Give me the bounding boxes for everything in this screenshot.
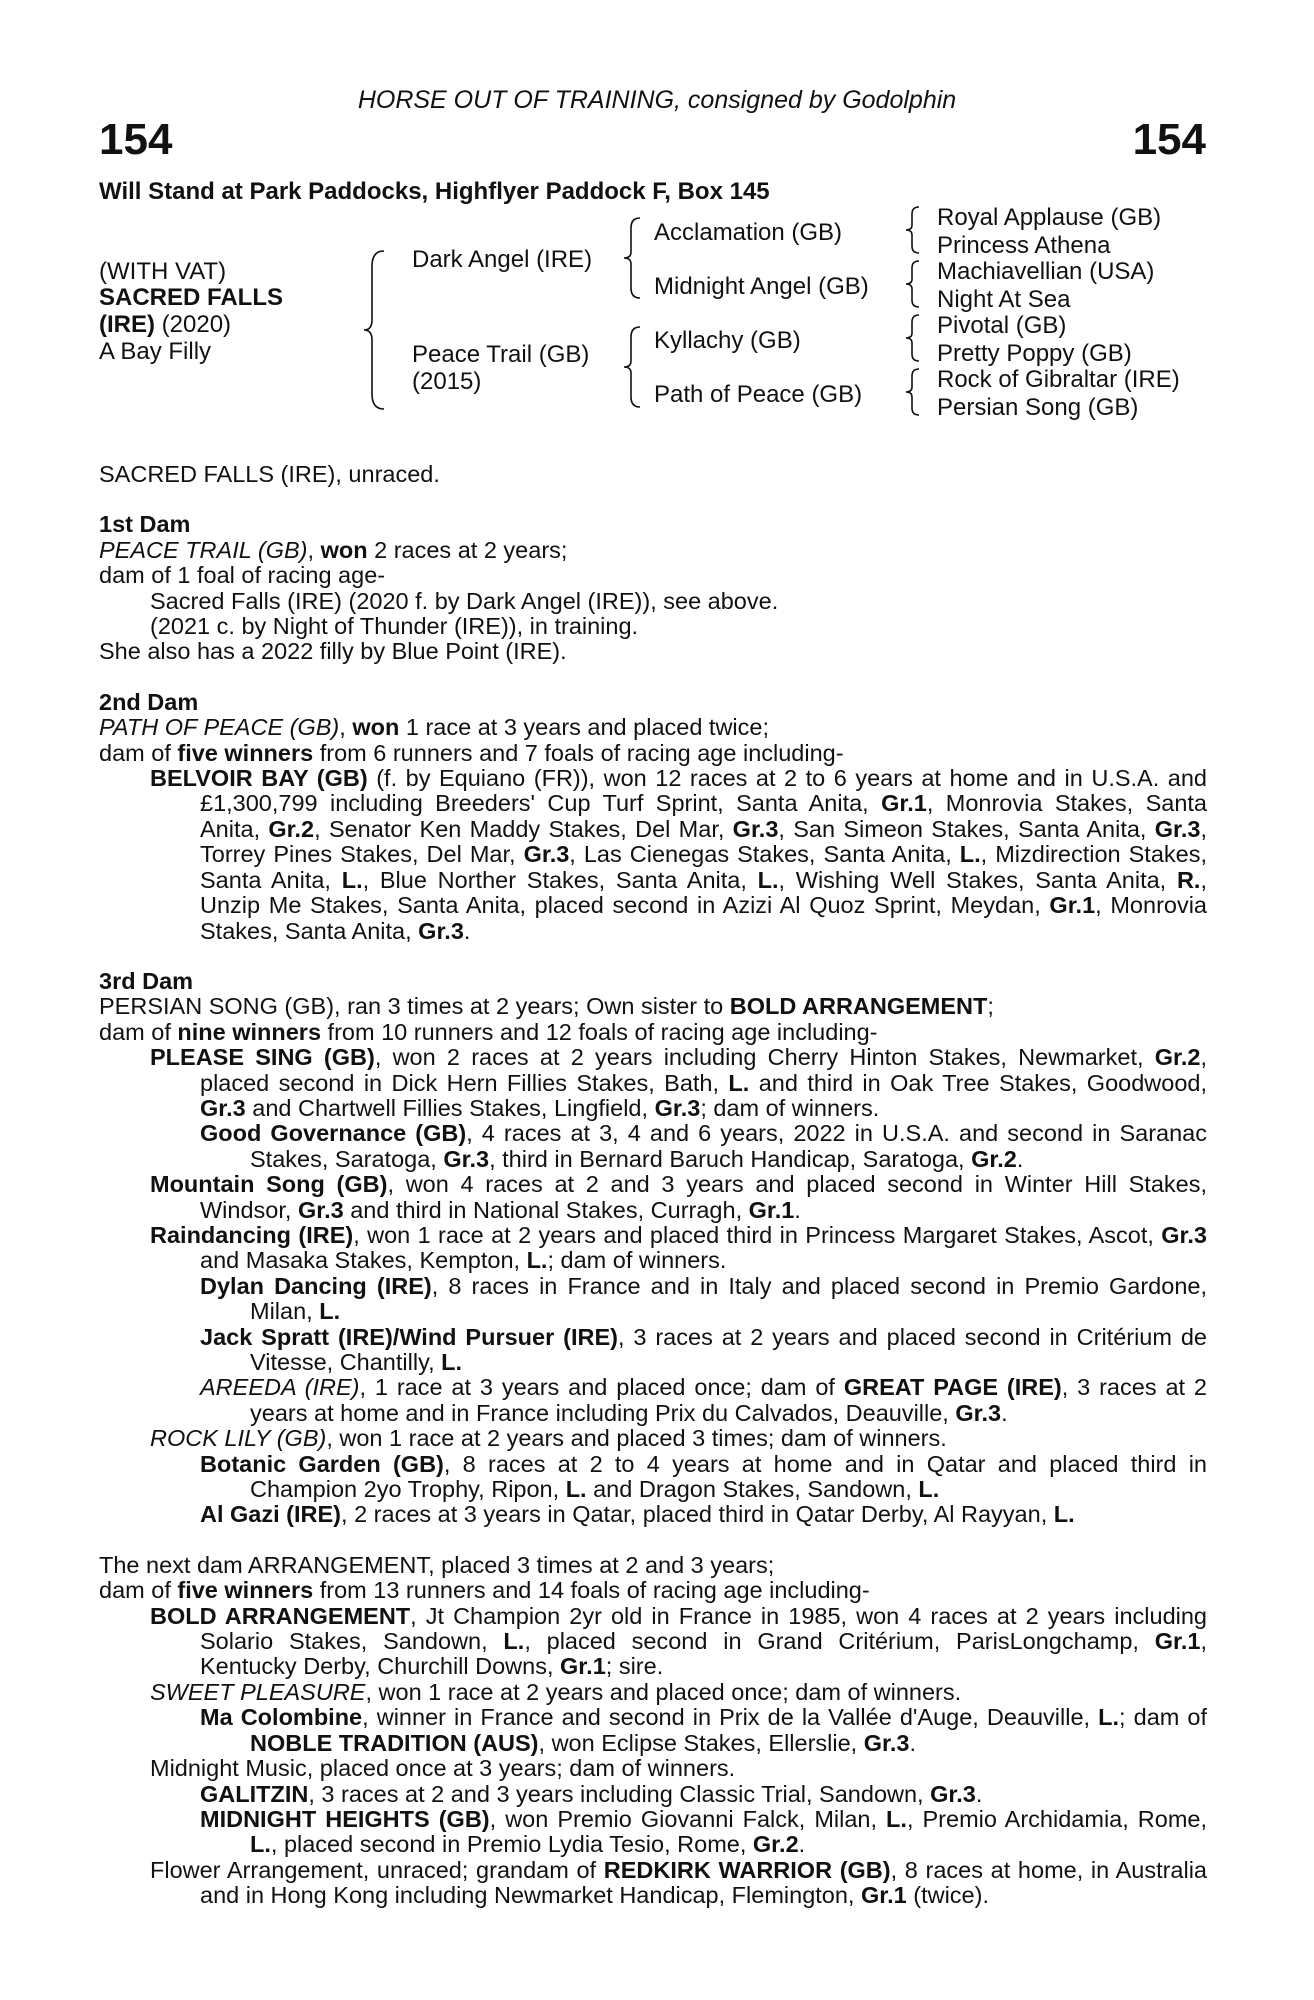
text-run: Gr.1 [881, 790, 927, 817]
text-run: Gr.1 [860, 1882, 907, 1909]
text-run: Gr.2 [1154, 1044, 1201, 1071]
text-run: , winner in France and second in Prix de la Vallée d'Auge, Deauville, [362, 1704, 1099, 1731]
produce-entry [99, 1502, 1207, 1527]
pedigree-bracket-dam [622, 325, 646, 409]
text-run: L. [441, 1349, 463, 1375]
text-run: , placed second in Grand Critérium, ParisLongchamp, [524, 1628, 1155, 1655]
text-run: Mountain Song (GB) [150, 1171, 388, 1198]
text-run: . [1001, 1399, 1008, 1426]
text-run: Midnight Music, placed once at 3 years; dam of winners. [150, 1755, 736, 1782]
first-dam-produce-1: Sacred Falls (IRE) (2020 f. by Dark Angel (IRE)), see above. [150, 587, 779, 614]
text-run: Gr.3 [732, 815, 779, 842]
produce-entry [99, 1807, 1207, 1858]
first-dam-line: PEACE TRAIL (GB), won 2 races at 2 years; [99, 536, 568, 563]
produce-entry [99, 1274, 1207, 1325]
text-run: Gr.3 [200, 1094, 246, 1121]
text-run: L. [565, 1476, 587, 1503]
text-run: , 2 races at 3 years in Qatar, placed third in Qatar Derby, Al Rayyan, [341, 1501, 1054, 1528]
text-run: , third in Bernard Baruch Handicap, Saratoga, [489, 1145, 972, 1172]
produce-entry [99, 1756, 1207, 1781]
dd-dam: Persian Song (GB) [937, 394, 1139, 421]
text-run: Gr.3 [863, 1729, 910, 1756]
third-dam-line: PERSIAN SONG (GB), ran 3 times at 2 years; Own sister to BOLD ARRANGEMENT; [99, 993, 994, 1020]
produce-entry [99, 1172, 1207, 1223]
text-run: , placed second in Premio Lydia Tesio, Rome, [270, 1831, 753, 1858]
text-run: . [909, 1729, 916, 1756]
pedigree-bracket-main [362, 248, 392, 413]
text-run: , Monrovia Stakes, Santa Anita, [200, 790, 1207, 842]
produce-entry [99, 1858, 1207, 1909]
second-dam-heading: 2nd Dam [99, 688, 199, 715]
text-run: , Kentucky Derby, Churchill Downs, [200, 1628, 1207, 1680]
ds-sire: Pivotal (GB) [937, 312, 1067, 339]
text-run: and Masaka Stakes, Kempton, [200, 1247, 527, 1274]
text-run: L. [886, 1805, 907, 1832]
text-run: Gr.3 [654, 1094, 701, 1121]
horse-description: A Bay Filly [99, 338, 212, 365]
text-run: L. [1053, 1501, 1075, 1528]
text-run: ; dam of [1119, 1704, 1208, 1731]
bracket-ds [904, 313, 924, 363]
text-run: , 3 races at 2 years and placed second in Critérium de Vitesse, Chantilly, [250, 1323, 1207, 1375]
dd-sire: Rock of Gibraltar (IRE) [937, 366, 1180, 393]
next-dam-foals: dam of five winners from 13 runners and 14 foals of racing age including- [99, 1577, 870, 1604]
consignment-header: HORSE OUT OF TRAINING, consigned by Godolphin [357, 86, 957, 114]
text-run: Ma Colombine [200, 1704, 363, 1731]
text-run: , won 1 race at 2 years and placed 3 times; dam of winners. [326, 1425, 947, 1452]
text-run: , 3 races at 2 years at home and in France including Prix du Calvados, Deauville, [250, 1374, 1207, 1426]
first-dam-note: She also has a 2022 filly by Blue Point (IRE). [99, 638, 567, 665]
dam: Peace Trail (GB) [412, 341, 590, 368]
sd-sire: Machiavellian (USA) [937, 258, 1155, 285]
produce-entry [99, 1426, 1207, 1451]
text-run: , placed second in Dick Hern Fillies Stakes, Bath, [200, 1044, 1207, 1096]
text-run: and Chartwell Fillies Stakes, Lingfield, [245, 1094, 655, 1121]
first-dam-heading: 1st Dam [99, 511, 191, 538]
sd-dam: Night At Sea [937, 286, 1071, 313]
text-run: ; dam of winners. [547, 1247, 727, 1274]
text-run: Gr.3 [418, 917, 464, 944]
bracket-dd [904, 367, 924, 417]
produce-entry [99, 1223, 1207, 1274]
text-run: , Mizdirection Stakes, Santa Anita, [200, 841, 1207, 893]
pedigree-bracket-sire [622, 216, 646, 300]
third-dam-entries [99, 1045, 1207, 1528]
text-run: (twice). [906, 1882, 989, 1909]
produce-entry [99, 1121, 1207, 1172]
text-run: L. [526, 1247, 548, 1274]
text-run: GALITZIN [200, 1780, 309, 1807]
text-run: Good Governance (GB) [200, 1120, 467, 1147]
stand-location: Will Stand at Park Paddocks, Highflyer Paddock F, Box 145 [99, 178, 770, 205]
sire: Dark Angel (IRE) [412, 246, 593, 273]
third-dam-foals: dam of nine winners from 10 runners and 12 foals of racing age including- [99, 1018, 878, 1045]
text-run: ; sire. [605, 1653, 664, 1680]
text-run: SWEET PLEASURE [150, 1678, 366, 1705]
dam-year: (2015) [412, 368, 482, 395]
produce-entry [99, 1705, 1207, 1756]
text-run: , Monrovia Stakes, Santa Anita, [200, 892, 1208, 944]
text-run: , Torrey Pines Stakes, Del Mar, [200, 815, 1208, 868]
text-run: BOLD ARRANGEMENT [150, 1602, 411, 1629]
text-run: GREAT PAGE (IRE) [843, 1374, 1062, 1401]
third-dam-heading: 3rd Dam [99, 967, 194, 994]
produce-entry [99, 1680, 1207, 1705]
text-run: L. [341, 866, 363, 893]
ds-dam: Pretty Poppy (GB) [937, 340, 1132, 367]
lot-number-left: 154 [99, 115, 173, 164]
sire-dam: Midnight Angel (GB) [654, 273, 869, 300]
text-run: L. [959, 841, 981, 868]
text-run: REDKIRK WARRIOR (GB) [603, 1856, 891, 1883]
horse-name: SACRED FALLS [99, 284, 284, 311]
text-run: (f. by Equiano (FR)), won 12 races at 2 to 6 years at home and in U.S.A. and £1,300,799 including Breeders' Cup Turf Sprint, Santa Anita, [200, 765, 1207, 817]
text-run: , Premio Archidamia, Rome, [906, 1805, 1208, 1832]
horse-name-line2: (IRE) (2020) [99, 311, 232, 338]
text-run: Dylan Dancing (IRE) [200, 1272, 432, 1299]
next-dam-line: The next dam ARRANGEMENT, placed 3 times at 2 and 3 years; [99, 1551, 775, 1578]
bracket-ss [904, 205, 924, 255]
text-run: Gr.3 [1161, 1221, 1207, 1248]
produce-entry [99, 1045, 1207, 1121]
text-run: , won Eclipse Stakes, Ellerslie, [538, 1729, 864, 1756]
text-run: , Unzip Me Stakes, Santa Anita, placed second in Azizi Al Quoz Sprint, Meydan, [200, 866, 1207, 919]
text-run: MIDNIGHT HEIGHTS (GB) [200, 1805, 490, 1832]
text-run: . [1016, 1145, 1024, 1172]
text-run: L. [1098, 1704, 1120, 1731]
text-run: ROCK LILY (GB) [150, 1425, 327, 1452]
text-run: , Blue Norther Stakes, Santa Anita, [362, 866, 758, 893]
text-run: Gr.1 [1049, 892, 1096, 919]
text-run: BELVOIR BAY (GB) [150, 765, 368, 792]
text-run: AREEDA (IRE) [200, 1374, 360, 1401]
next-dam-entries [99, 1604, 1207, 1909]
sire-sire: Acclamation (GB) [654, 219, 843, 246]
text-run: Gr.1 [748, 1196, 795, 1223]
text-run: Gr.3 [930, 1780, 976, 1807]
first-dam-produce-2: (2021 c. by Night of Thunder (IRE)), in training. [150, 613, 639, 640]
text-run: , won 4 races at 2 and 3 years and placed second in Winter Hill Stakes, Windsor, [200, 1171, 1207, 1223]
text-run: Flower Arrangement, unraced; grandam of [150, 1856, 604, 1883]
text-run: , 8 races at 2 to 4 years at home and in Qatar and placed third in Champion 2yo Trophy, Ripon, [250, 1450, 1207, 1503]
text-run: Gr.3 [955, 1399, 1002, 1426]
catalogue-body [99, 462, 1207, 1909]
produce-entry [99, 1782, 1207, 1807]
text-run: L. [728, 1069, 750, 1096]
ss-sire: Royal Applause (GB) [937, 204, 1162, 231]
text-run: L. [757, 866, 779, 893]
lot-number-right: 154 [1132, 115, 1206, 164]
text-run: . [798, 1831, 806, 1858]
text-run: Gr.2 [971, 1145, 1017, 1172]
text-run: NOBLE TRADITION (AUS) [250, 1729, 539, 1756]
text-run: Gr.3 [443, 1145, 490, 1172]
text-run: L. [250, 1831, 271, 1858]
text-run: , won 2 races at 2 years including Cherry Hinton Stakes, Newmarket, [374, 1044, 1155, 1071]
text-run: , won 1 race at 2 years and placed third in Princess Margaret Stakes, Ascot, [353, 1221, 1162, 1248]
text-run: , won 1 race at 2 years and placed once; dam of winners. [365, 1678, 962, 1705]
text-run: and third in Oak Tree Stakes, Goodwood, [749, 1069, 1207, 1096]
text-run: PLEASE SING (GB) [150, 1044, 375, 1071]
text-run: Gr.2 [268, 815, 315, 842]
second-dam-foals: dam of five winners from 6 runners and 7 foals of racing age including- [99, 739, 844, 766]
text-run: ; dam of winners. [700, 1094, 880, 1121]
ss-dam: Princess Athena [937, 232, 1111, 259]
first-dam-foals: dam of 1 foal of racing age- [99, 562, 386, 589]
text-run: R. [1176, 866, 1201, 893]
text-run: , Jt Champion 2yr old in France in 1985, won 4 races at 2 years including Solario Stakes, Sandown, [200, 1602, 1207, 1655]
text-run: . [794, 1196, 801, 1223]
text-run: L. [503, 1628, 525, 1655]
text-run: and third in National Stakes, Curragh, [343, 1196, 749, 1223]
produce-entry [99, 1375, 1207, 1426]
text-run: . [463, 917, 471, 944]
text-run: L. [319, 1298, 341, 1325]
text-run: , 8 races at home, in Australia and in Hong Kong including Newmarket Handicap, Flemington, [200, 1856, 1208, 1909]
text-run: and Dragon Stakes, Sandown, [586, 1476, 919, 1503]
dam-sire: Kyllachy (GB) [654, 327, 801, 354]
produce-entry [99, 1604, 1207, 1680]
text-run: , 3 races at 2 and 3 years including Classic Trial, Sandown, [308, 1780, 931, 1807]
text-run: Gr.1 [1154, 1628, 1201, 1655]
text-run: , 8 races in France and in Italy and placed second in Premio Gardone, Milan, [250, 1272, 1207, 1325]
text-run: . [975, 1780, 983, 1807]
text-run: Botanic Garden (GB) [200, 1450, 444, 1477]
text-run: , 1 race at 3 years and placed once; dam of [359, 1374, 844, 1401]
text-run: , won Premio Giovanni Falck, Milan, [489, 1805, 887, 1832]
text-run: Gr.2 [752, 1831, 799, 1858]
text-run: L. [918, 1476, 940, 1503]
second-dam-entry [99, 766, 1207, 944]
text-run: Gr.1 [560, 1653, 606, 1680]
text-run: , Senator Ken Maddy Stakes, Del Mar, [314, 815, 733, 842]
dam-dam: Path of Peace (GB) [654, 381, 863, 408]
produce-entry [99, 1325, 1207, 1376]
second-dam-line: PATH OF PEACE (GB), won 1 race at 3 years and placed twice; [99, 714, 770, 741]
text-run: , Wishing Well Stakes, Santa Anita, [778, 866, 1177, 893]
intro-line: SACRED FALLS (IRE), unraced. [99, 461, 440, 487]
bracket-sd [904, 259, 924, 309]
text-run: Gr.3 [523, 841, 570, 868]
produce-entry [99, 1452, 1207, 1503]
text-run: , Las Cienegas Stakes, Santa Anita, [569, 841, 960, 868]
text-run: Raindancing (IRE) [150, 1221, 354, 1248]
text-run: , San Simeon Stakes, Santa Anita, [778, 815, 1155, 842]
text-run: Gr.3 [1154, 815, 1201, 842]
vat-note: (WITH VAT) [99, 258, 227, 285]
text-run: Gr.3 [297, 1196, 344, 1223]
text-run: Jack Spratt (IRE)/Wind Pursuer (IRE) [200, 1323, 618, 1350]
text-run: , 4 races at 3, 4 and 6 years, 2022 in U.S.A. and second in Saranac Stakes, Saratoga, [250, 1120, 1207, 1172]
text-run: Al Gazi (IRE) [200, 1501, 342, 1528]
